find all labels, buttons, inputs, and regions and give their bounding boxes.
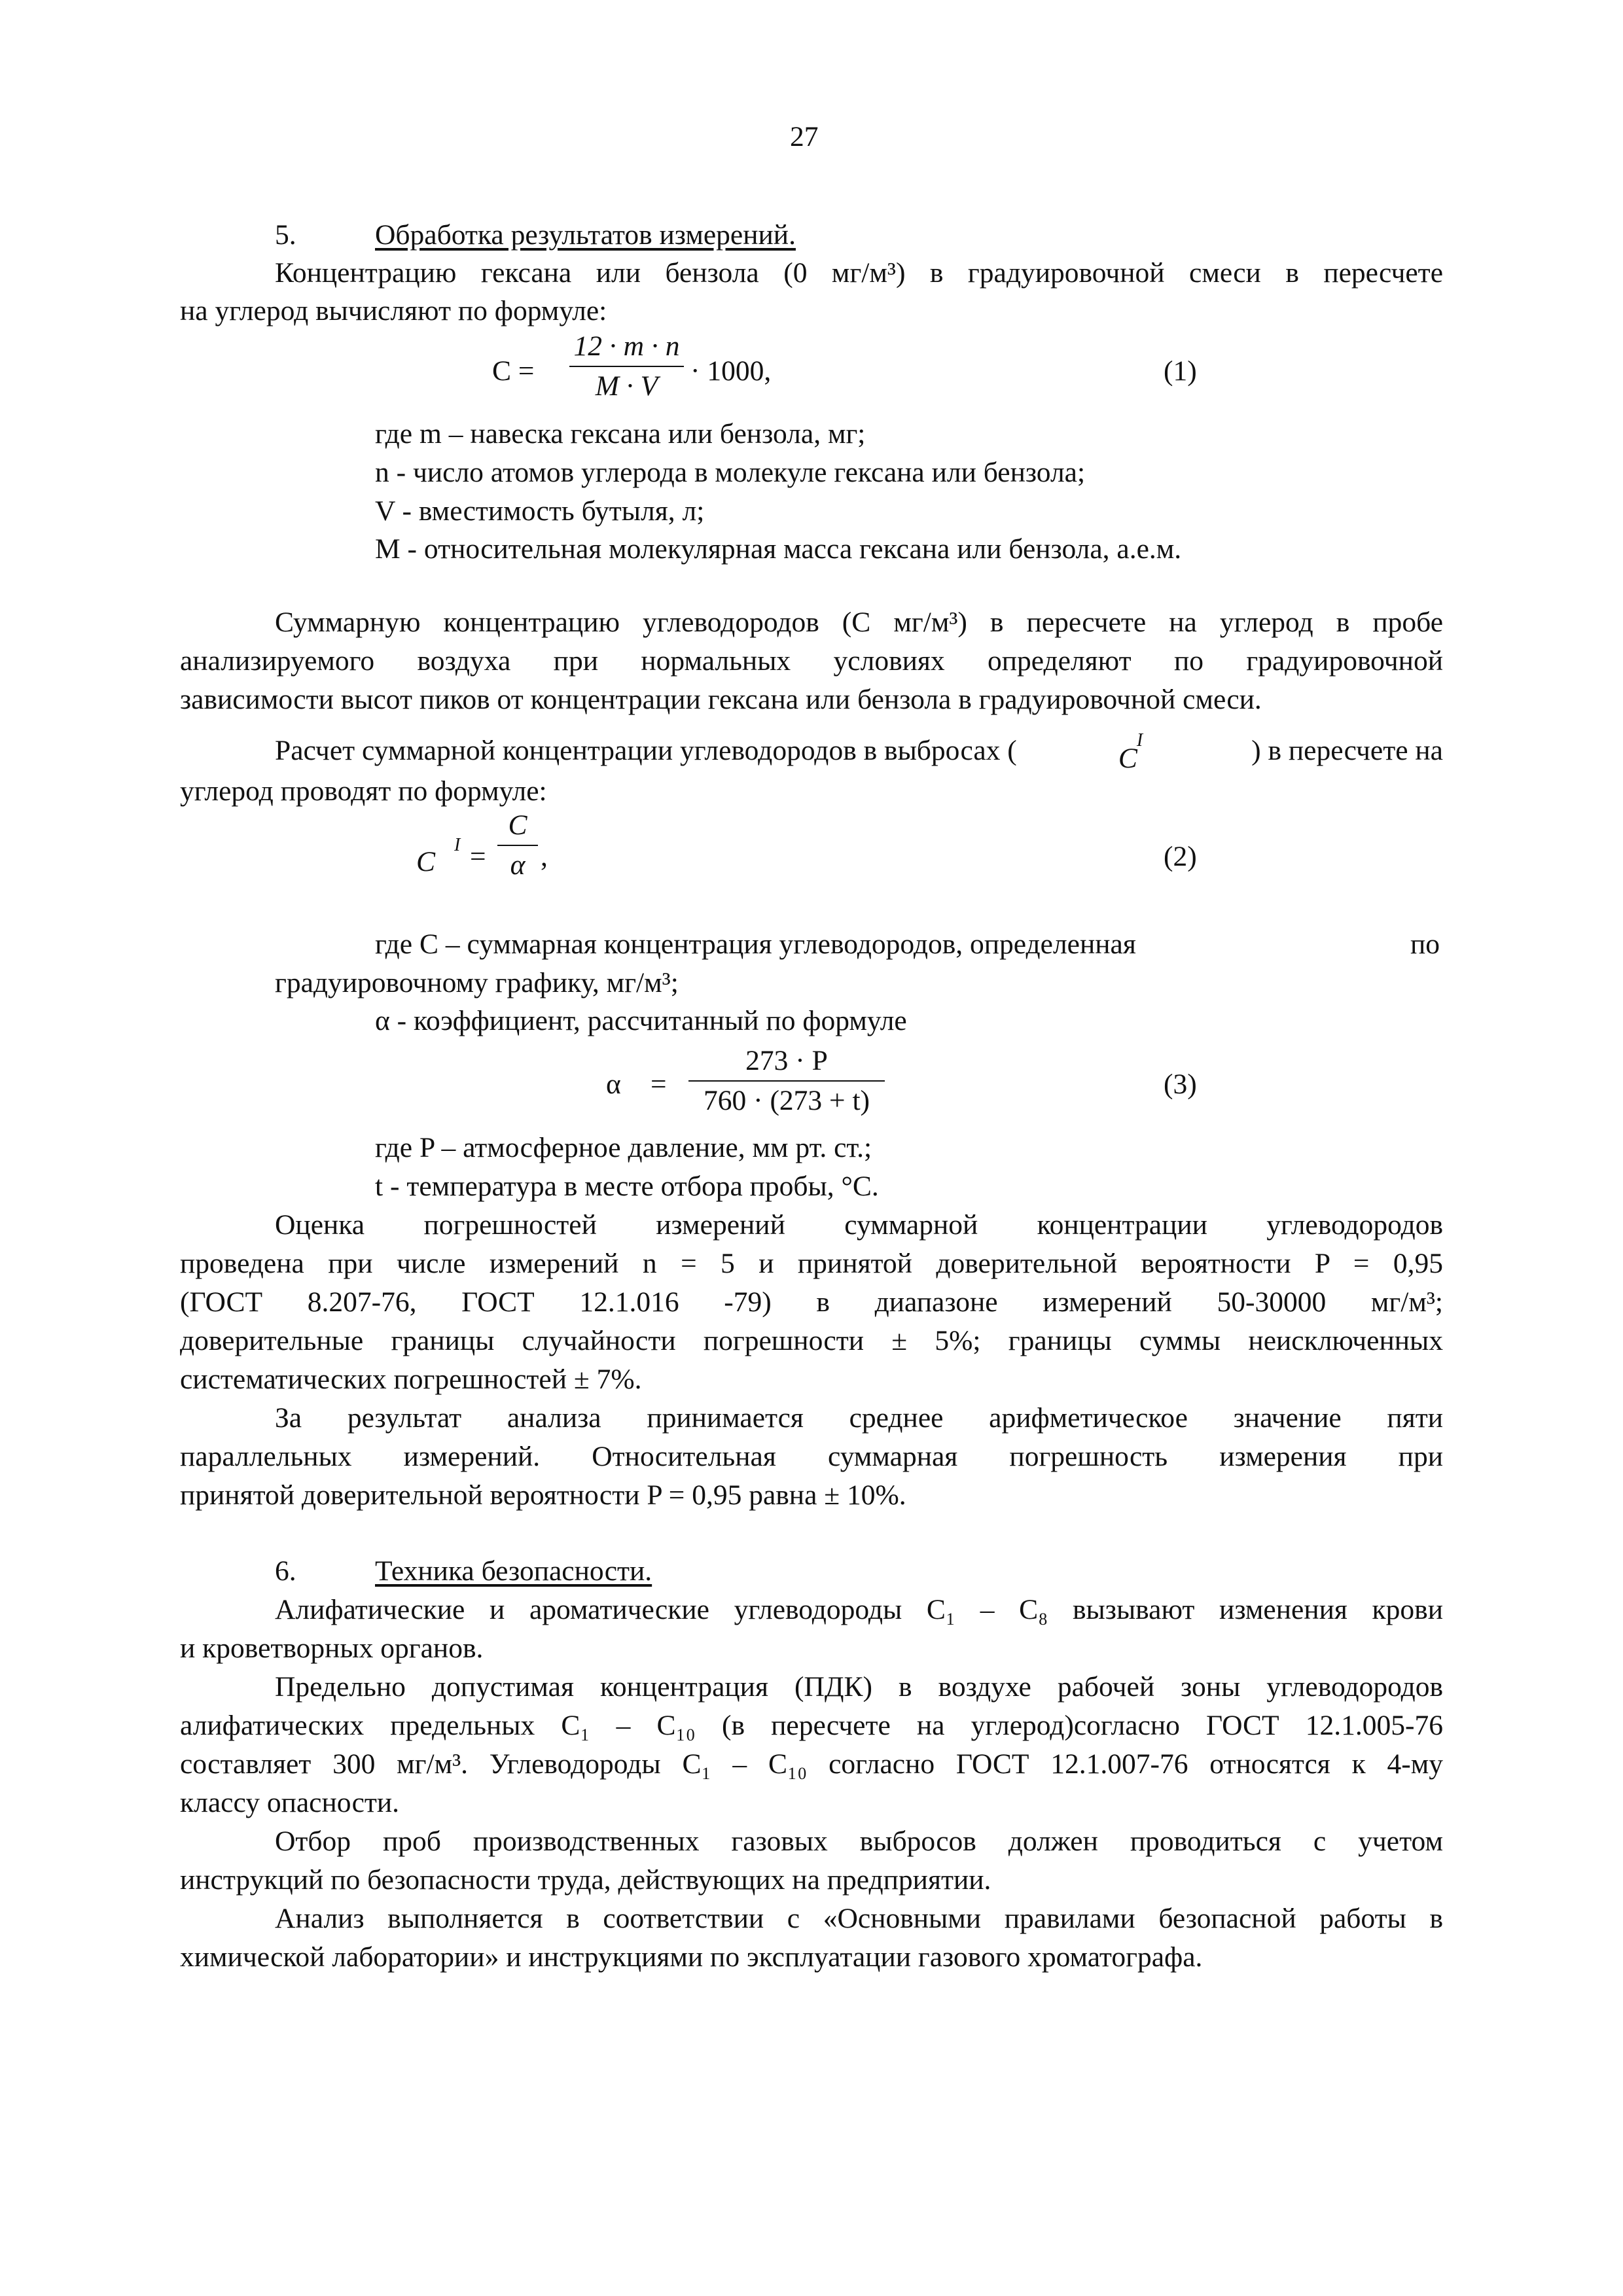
s5-p3-line2: углерод проводят по формуле: <box>180 775 547 807</box>
s6-p2-line2: алифатических предельных С₁ – С₁₀ (в пересчете на углерод)согласно ГОСТ 12.1.005-76 <box>180 1710 1443 1741</box>
s5-p3-line1-b: ) в пересчете на <box>1251 735 1443 766</box>
s5-p4-line1: Оценка погрешностей измерений суммарной концентрации углеводородов <box>275 1209 1443 1241</box>
formula-2-number: (2) <box>1164 841 1197 872</box>
formula-2-lhs-base: C <box>416 846 436 877</box>
s6-p3-line1: Отбор проб производственных газовых выбросов должен проводиться с учетом <box>275 1826 1443 1857</box>
formula-2-lhs-sup: I <box>454 835 461 855</box>
formula-3-lhs: α <box>606 1069 621 1100</box>
s5-p5-line3: принятой доверительной вероятности P = 0,95 равна ± 10%. <box>180 1479 906 1511</box>
s6-p3-line2: инструкций по безопасности труда, действующих на предприятии. <box>180 1864 991 1896</box>
where2-line1a: где С – суммарная концентрация углеводородов, определенная <box>375 928 1136 960</box>
formula-1-denominator: M · V <box>595 370 658 402</box>
s5-p4-line3: (ГОСТ 8.207-76, ГОСТ 12.1.016 -79) в диапазоне измерений 50-30000 мг/м³; <box>180 1286 1443 1318</box>
where2-line3: α - коэффициент, рассчитанный по формуле <box>375 1005 907 1036</box>
formula-1-number: (1) <box>1164 355 1197 387</box>
s6-p4-line2: химической лаборатории» и инструкциями по эксплуатации газового хроматографа. <box>180 1941 1203 1973</box>
s5-p4-line2: проведена при числе измерений n = 5 и принятой доверительной вероятности P = 0,95 <box>180 1248 1443 1279</box>
formula-1-lhs: C = <box>492 355 535 387</box>
s6-p4-line1: Анализ выполняется в соответствии с «Основными правилами безопасной работы в <box>275 1903 1443 1934</box>
formula-2-fraction <box>497 806 538 885</box>
formula-3-equals: = <box>651 1069 667 1100</box>
inline-ci-symbol <box>1115 730 1154 774</box>
s5-p2-line3: зависимости высот пиков от концентрации гексана или бензола в градуировочной смеси. <box>180 684 1262 715</box>
s5-p3-line1 <box>275 730 1443 774</box>
s5-p3-line1-a: Расчет суммарной концентрации углеводородов в выбросах ( <box>275 735 1017 766</box>
s6-p2-line3: составляет 300 мг/м³. Углеводороды С₁ – С₁₀ согласно ГОСТ 12.1.007-76 относятся к 4-му <box>180 1748 1443 1780</box>
formula-3-number: (3) <box>1164 1069 1197 1100</box>
s6-p2-line1: Предельно допустимая концентрация (ПДК) в воздухе рабочей зоны углеводородов <box>275 1671 1443 1703</box>
s6-p2-line4: классу опасности. <box>180 1787 400 1818</box>
where1-item-v: V - вместимость бутыля, л; <box>375 495 705 527</box>
inline-ci-sup: I <box>1136 730 1143 751</box>
section5-title: Обработка результатов измерений. <box>375 219 796 251</box>
where2-line1b: по <box>1410 928 1440 960</box>
s5-p5-line1: За результат анализа принимается среднее арифметическое значение пяти <box>275 1402 1443 1434</box>
s5-intro-line2: на углерод вычисляют по формуле: <box>180 295 607 327</box>
formula-3-fraction <box>688 1042 885 1120</box>
s5-p4-line4: доверительные границы случайности погрешности ± 5%; границы суммы неисключенных <box>180 1325 1443 1356</box>
s6-p1-line2: и кроветворных органов. <box>180 1633 484 1664</box>
formula-2-denominator: α <box>510 849 526 881</box>
formula-3-numerator: 273 · P <box>688 1042 885 1082</box>
formula-1-fraction <box>569 327 684 406</box>
page-number: 27 <box>790 121 819 152</box>
s5-p4-line5: систематических погрешностей ± 7%. <box>180 1364 642 1395</box>
where1-item-n: n - число атомов углерода в молекуле гексана или бензола; <box>375 457 1086 488</box>
where3-item-t: t - температура в месте отбора пробы, °C. <box>375 1171 879 1202</box>
where1-item-m: где m – навеска гексана или бензола, мг; <box>375 418 866 450</box>
formula-2-comma: , <box>541 841 548 872</box>
formula-3-denominator: 760 · (273 + t) <box>703 1085 870 1116</box>
s5-p2-line2: анализируемого воздуха при нормальных условиях определяют по градуировочной <box>180 645 1443 677</box>
formula-2-equals: = <box>470 841 486 872</box>
where2-line2: градуировочному графику, мг/м³; <box>275 967 679 998</box>
inline-ci-base: C <box>1118 743 1137 774</box>
formula-1-numerator: 12 · m · n <box>569 327 684 367</box>
section5-number: 5. <box>275 219 296 251</box>
formula-2-numerator: C <box>497 806 538 846</box>
s5-p5-line2: параллельных измерений. Относительная суммарная погрешность измерения при <box>180 1441 1443 1472</box>
section6-number: 6. <box>275 1555 296 1587</box>
s6-p1-line1: Алифатические и ароматические углеводороды С₁ – С₈ вызывают изменения крови <box>275 1594 1443 1625</box>
where1-item-m-mol: М - относительная молекулярная масса гексана или бензола, а.е.м. <box>375 533 1182 565</box>
section6-title: Техника безопасности. <box>375 1555 652 1587</box>
where3-item-p: где P – атмосферное давление, мм рт. ст.; <box>375 1132 872 1163</box>
s5-p2-line1: Суммарную концентрацию углеводородов (С мг/м³) в пересчете на углерод в пробе <box>275 607 1443 638</box>
formula-1-multiplier: · 1000, <box>690 355 772 387</box>
s5-intro-line1: Концентрацию гексана или бензола (0 мг/м³) в градуировочной смеси в пересчете <box>275 257 1443 289</box>
